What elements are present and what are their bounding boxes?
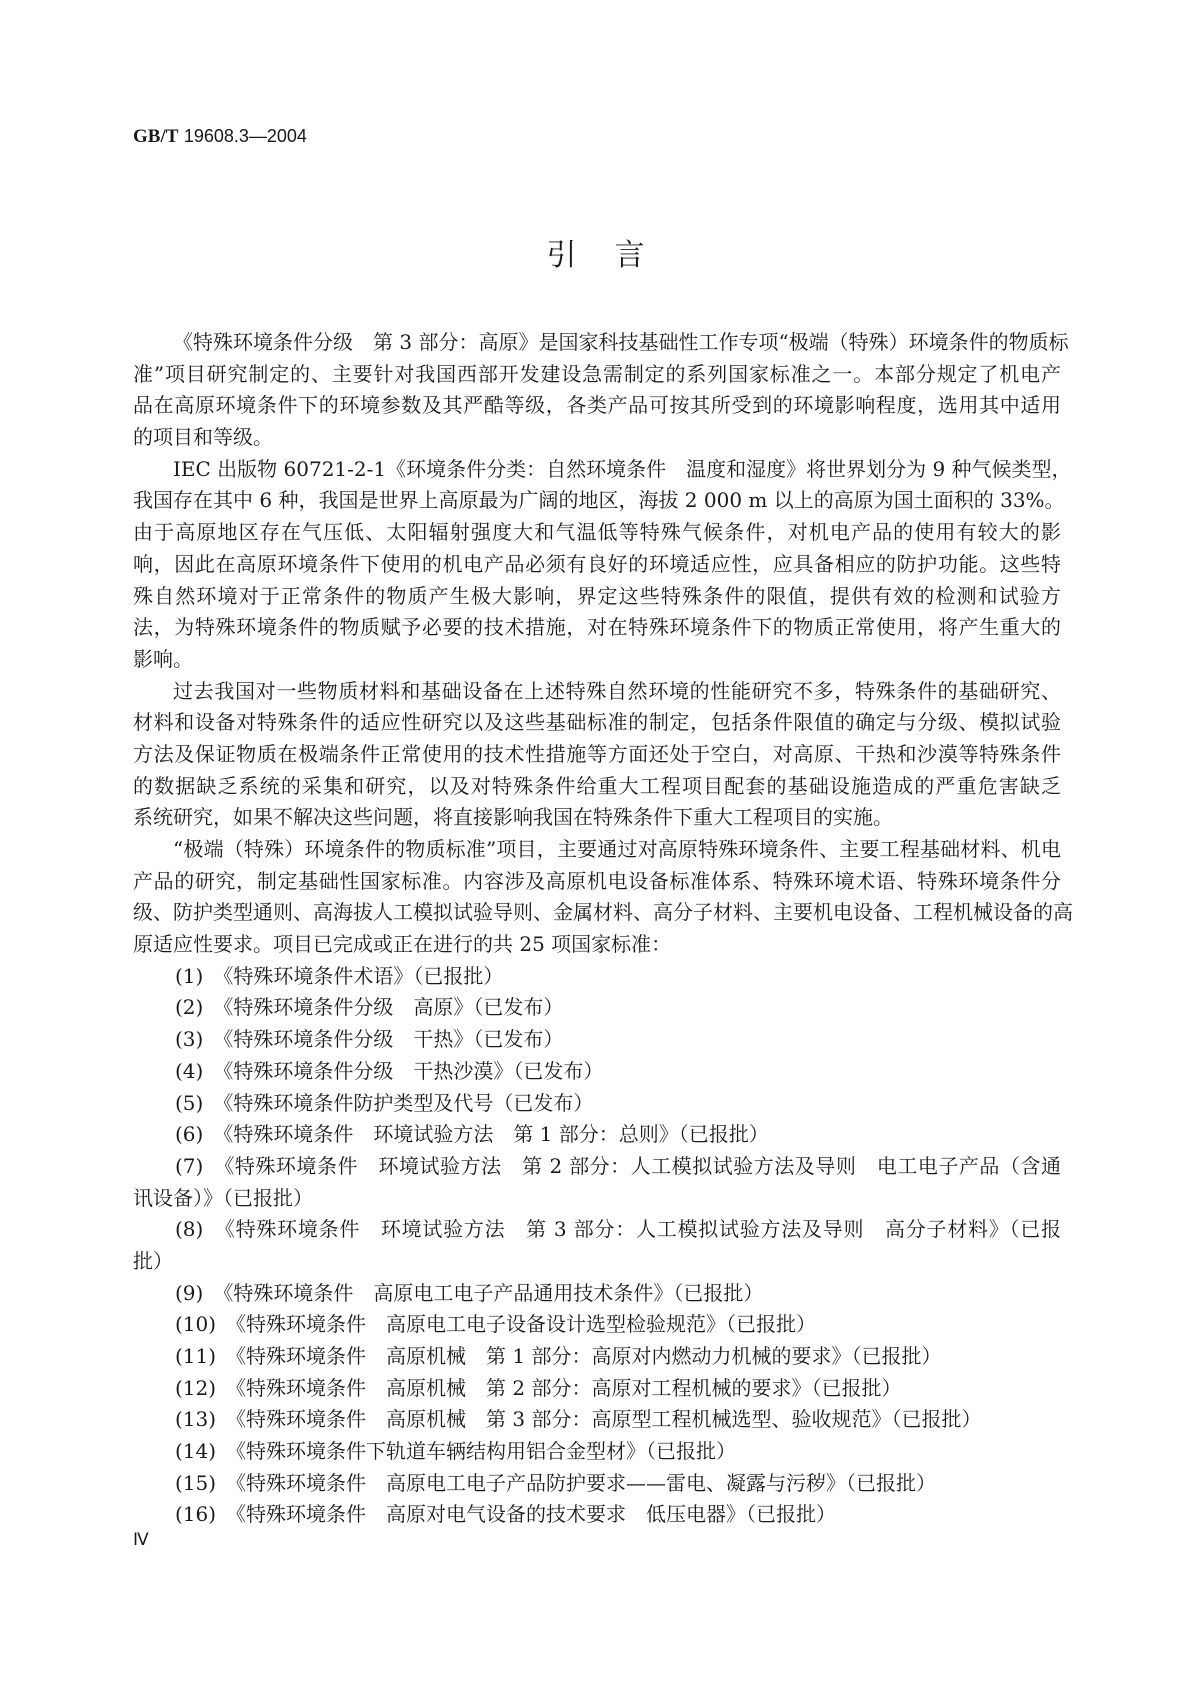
standard-number: 19608.3—2004 <box>183 126 307 146</box>
standard-list-item <box>133 992 1061 1024</box>
paragraph <box>133 454 1072 676</box>
document-body <box>133 327 1073 1531</box>
paragraph-line: 方法及保证物质在极端条件正常使用的技术性措施等方面还处于空白，对高原、干热和沙漠等特殊条件 <box>133 741 1061 766</box>
paragraph-line: 原适应性要求。项目已完成或正在进行的共 25 项国家标准： <box>133 932 672 957</box>
list-item-line: (10) 《特殊环境条件 高原电工电子设备设计选型检验规范》（已报批） <box>175 1312 817 1337</box>
list-item-line: (15) 《特殊环境条件 高原电工电子产品防护要求——雷电、凝露与污秽》（已报批） <box>175 1470 937 1495</box>
standard-list-item <box>133 961 1061 993</box>
standard-list-item <box>133 1151 1061 1214</box>
list-item-line: (9) 《特殊环境条件 高原电工电子产品通用技术条件》（已报批） <box>175 1280 764 1305</box>
paragraph-line: 过去我国对一些物质材料和基础设备在上述特殊自然环境的性能研究不多，特殊条件的基础研究、 <box>173 678 1061 703</box>
list-item-line: 批） <box>133 1248 173 1273</box>
standard-list-item <box>133 1373 1061 1405</box>
list-item-line: (1) 《特殊环境条件术语》（已报批） <box>175 963 504 988</box>
list-item-line: (2) 《特殊环境条件分级 高原》（已发布） <box>175 995 564 1020</box>
list-item-line: (8) 《特殊环境条件 环境试验方法 第 3 部分：人工模拟试验方法及导则 高分子材料》（已报 <box>175 1217 1061 1242</box>
paragraph-line: 系统研究，如果不解决这些问题，将直接影响我国在特殊条件下重大工程项目的实施。 <box>133 805 893 830</box>
paragraph-line: 品在高原环境条件下的环境参数及其严酷等级，各类产品可按其所受到的环境影响程度，选用其中适用 <box>133 393 1061 418</box>
paragraph-line: 准”项目研究制定的、主要针对我国西部开发建设急需制定的系列国家标准之一。本部分规定了机电产 <box>133 361 1061 386</box>
paragraph-line: 我国存在其中 6 种，我国是世界上高原最为广阔的地区，海拔 2 000 m 以上的高原为国土面积的 33%。 <box>133 488 1065 513</box>
paragraph-line: 《特殊环境条件分级 第 3 部分：高原》是国家科技基础性工作专项“极端（特殊）环境条件的物质标 <box>173 330 1069 354</box>
standard-list-item <box>133 1309 1061 1341</box>
standard-code: GB/T <box>133 126 179 147</box>
paragraph-line: 影响。 <box>133 646 193 671</box>
list-item-line: (11) 《特殊环境条件 高原机械 第 1 部分：高原对内燃动力机械的要求》（已报批） <box>175 1344 942 1368</box>
standard-list-item <box>133 1499 1061 1531</box>
standard-list-item <box>133 1404 1061 1436</box>
list-item-line: (3) 《特殊环境条件分级 干热》（已发布） <box>175 1027 564 1052</box>
paragraph-line: 材料和设备对特殊条件的适应性研究以及这些基础标准的制定，包括条件限值的确定与分级、模拟试验 <box>133 710 1061 735</box>
list-item-line: (4) 《特殊环境条件分级 干热沙漠》（已发布） <box>175 1058 604 1083</box>
standard-list-item <box>133 1214 1061 1277</box>
list-item-line: (16) 《特殊环境条件 高原对电气设备的技术要求 低压电器》（已报批） <box>175 1502 837 1527</box>
paragraph-line: IEC 出版物 60721-2-1《环境条件分类：自然环境条件 温度和湿度》将世界划分为 9 种气候类型， <box>173 456 1072 481</box>
page-number: Ⅳ <box>133 1530 149 1549</box>
list-item-line: 讯设备）》（已报批） <box>133 1185 313 1210</box>
paragraph-line: 响，因此在高原环境条件下使用的机电产品必须有良好的环境适应性，应具备相应的防护功能。这些特 <box>133 551 1061 576</box>
paragraph-line: 由于高原地区存在气压低、太阳辐射强度大和气温低等特殊气候条件，对机电产品的使用有较大的影 <box>133 520 1061 545</box>
list-item-line: (5) 《特殊环境条件防护类型及代号（已发布） <box>175 1090 594 1115</box>
standard-list-item <box>133 1436 1061 1468</box>
paragraph-line: 产品的研究，制定基础性国家标准。内容涉及高原机电设备标准体系、特殊环境术语、特殊环境条件分 <box>133 868 1061 893</box>
page-header <box>133 126 307 148</box>
paragraph-line: 的项目和等级。 <box>133 425 273 450</box>
paragraph-line: 殊自然环境对于正常条件的物质产生极大影响，界定这些特殊条件的限值，提供有效的检测和试验方 <box>133 583 1061 608</box>
paragraph <box>133 676 1061 834</box>
standard-list-item <box>133 1119 1061 1151</box>
paragraph-line: 法，为特殊环境条件的物质赋予必要的技术措施，对在特殊环境条件下的物质正常使用，将产生重大的 <box>133 615 1061 640</box>
standard-list-item <box>133 1088 1061 1120</box>
standard-list-item <box>133 1468 1061 1500</box>
list-item-line: (12) 《特殊环境条件 高原机械 第 2 部分：高原对工程机械的要求》（已报批） <box>175 1375 902 1400</box>
paragraph <box>133 834 1073 961</box>
list-item-line: (7) 《特殊环境条件 环境试验方法 第 2 部分：人工模拟试验方法及导则 电工电子产品（含通 <box>175 1153 1061 1178</box>
standard-list-item <box>133 1341 1061 1373</box>
standard-list-item <box>133 1024 1061 1056</box>
list-item-line: (14) 《特殊环境条件下轨道车辆结构用铝合金型材》（已报批） <box>175 1439 737 1464</box>
paragraph-line: “极端（特殊）环境条件的物质标准”项目，主要通过对高原特殊环境条件、主要工程基础材料、机电 <box>173 837 1061 861</box>
standard-list-item <box>133 1056 1061 1088</box>
paragraph <box>133 327 1069 454</box>
list-item-line: (6) 《特殊环境条件 环境试验方法 第 1 部分：总则》（已报批） <box>175 1122 769 1147</box>
paragraph-line: 级、防护类型通则、高海拔人工模拟试验导则、金属材料、高分子材料、主要机电设备、工程机械设备的高 <box>133 900 1073 925</box>
standard-list-item <box>133 1278 1061 1310</box>
paragraph-line: 的数据缺乏系统的采集和研究，以及对特殊条件给重大工程项目配套的基础设施造成的严重危害缺乏 <box>133 773 1061 798</box>
section-title: 引言 <box>546 238 683 273</box>
list-item-line: (13) 《特殊环境条件 高原机械 第 3 部分：高原型工程机械选型、验收规范》（已报批） <box>175 1407 982 1432</box>
